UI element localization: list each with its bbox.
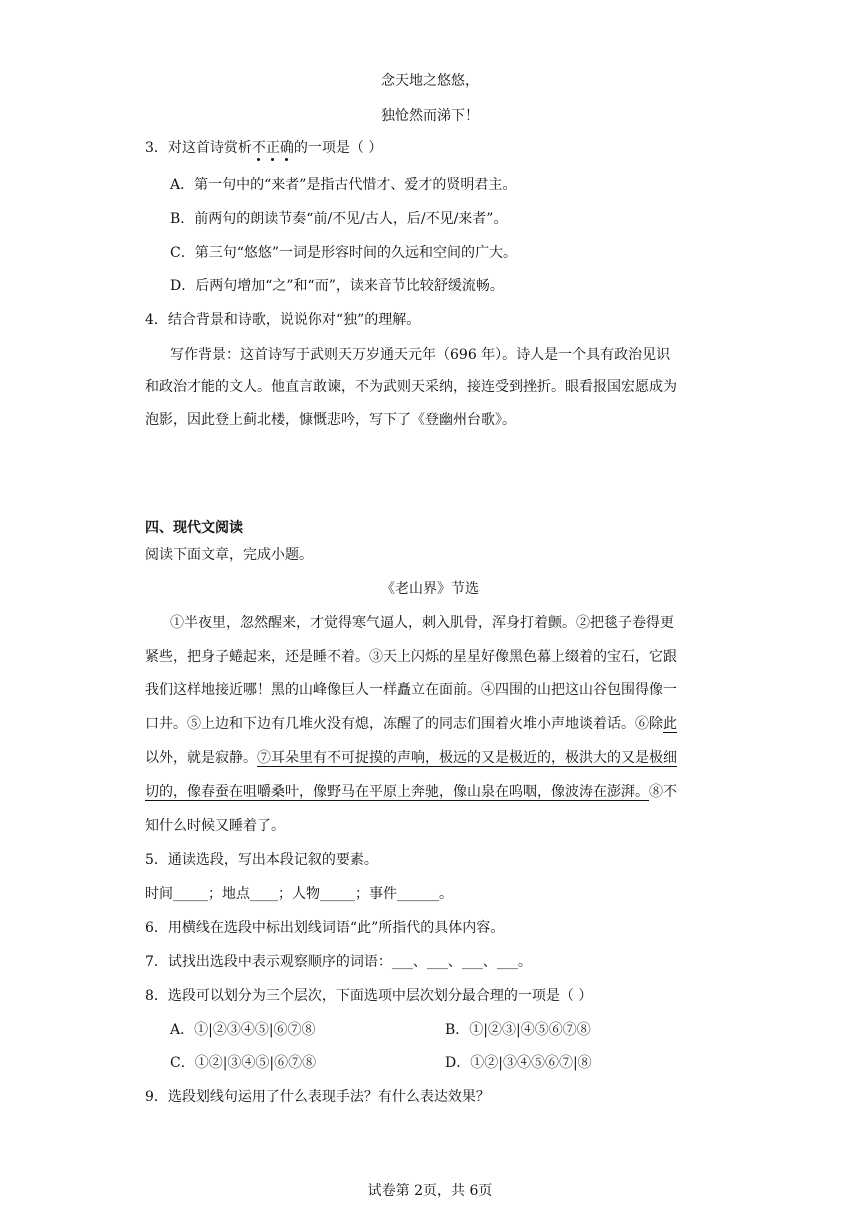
- passage-line-7: 知什么时候又睡着了。: [145, 818, 285, 834]
- question-3-option-c: C．第三句“悠悠”一词是形容时间的久远和空间的广大。: [170, 245, 518, 261]
- question-3-stem-pre: 3．对这首诗赏析: [145, 140, 252, 156]
- passage-line-6-text: ⑧不: [649, 784, 677, 800]
- passage-line-5: [145, 748, 677, 768]
- background-line-2: 和政治才能的文人。他直言敢谏，不为武则天采纳，接连受到挫折。眼看报国宏愿成为: [145, 379, 677, 395]
- emphasis-char-que: 确: [279, 140, 294, 156]
- question-8-stem: 8．选段可以划分为三个层次，下面选项中层次划分最合理的一项是（ ）: [145, 988, 593, 1004]
- section-heading: 四、现代文阅读: [145, 520, 243, 536]
- passage-line-3: 我们这样地接近哪！黑的山峰像巨人一样矗立在面前。④四围的山把这山谷包围得像一: [145, 682, 677, 698]
- poem-line-4: 独怆然而涕下！: [381, 108, 479, 124]
- background-line-1: 写作背景：这首诗写于武则天万岁通天元年（696 年）。诗人是一个具有政治见识: [170, 347, 671, 363]
- question-8-option-d: D．①②|③④⑤⑥⑦|⑧: [445, 1055, 592, 1071]
- emphasis-char-bu: 不: [251, 140, 266, 156]
- question-3-stem: [145, 138, 382, 158]
- question-5-blanks: 时间_____；地点____；人物_____；事件______。: [145, 886, 453, 902]
- underlined-sentence-part-1: ⑦耳朵里有不可捉摸的声响，极远的又是极近的，极洪大的又是极细: [257, 750, 677, 766]
- poem-line-3: 念天地之悠悠，: [381, 73, 479, 89]
- passage-line-2: 紧些，把身子蜷起来，还是睡不着。③天上闪烁的星星好像黑色幕上缀着的宝石，它跟: [145, 649, 677, 665]
- question-4-stem: 4．结合背景和诗歌，说说你对“独”的理解。: [145, 312, 421, 328]
- passage-line-4-text: 口井。⑤上边和下边有几堆火没有熄，冻醒了的同志们围着火堆小声地谈着话。⑥除: [145, 716, 663, 732]
- underlined-word-ci: 此: [663, 716, 677, 732]
- passage-line-5-text: 以外，就是寂静。: [145, 750, 257, 766]
- question-6-stem: 6．用横线在选段中标出划线词语“此”所指代的具体内容。: [145, 920, 505, 936]
- question-8-option-a: A．①|②③④⑤|⑥⑦⑧: [170, 1022, 316, 1038]
- underlined-sentence-part-2: 切的，像春蚕在咀嚼桑叶，像野马在平原上奔驰，像山泉在呜咽，像波涛在澎湃。: [145, 784, 649, 800]
- question-3-stem-post: 的一项是（ ）: [293, 140, 383, 156]
- question-5-stem: 5．通读选段，写出本段记叙的要素。: [145, 852, 378, 868]
- emphasis-char-zheng: 正: [265, 140, 280, 156]
- background-line-3: 泡影，因此登上蓟北楼，慷慨悲吟，写下了《登幽州台歌》。: [145, 412, 516, 428]
- passage-line-1: ①半夜里，忽然醒来，才觉得寒气逼人，刺入肌骨，浑身打着颤。②把毯子卷得更: [170, 615, 674, 631]
- question-3-option-a: A．第一句中的“来者”是指古代惜才、爱才的贤明君主。: [170, 177, 517, 193]
- article-title: 《老山界》节选: [381, 581, 479, 597]
- question-3-option-d: D．后两句增加“之”和“而”，读来音节比较舒缓流畅。: [170, 278, 504, 294]
- question-3-option-b: B．前两句的朗读节奏“前/不见/古人，后/不见/来者”。: [170, 211, 508, 227]
- question-7-stem: 7．试找出选段中表示观察顺序的词语：___、___、___、___。: [145, 954, 532, 970]
- question-9-stem: 9．选段划线句运用了什么表现手法？有什么表达效果？: [145, 1089, 490, 1105]
- question-8-option-c: C．①②|③④⑤|⑥⑦⑧: [170, 1055, 317, 1071]
- page-footer: 试卷第 2页，共 6页: [367, 1183, 493, 1199]
- reading-instruction: 阅读下面文章，完成小题。: [145, 547, 313, 563]
- passage-line-4: [145, 714, 677, 734]
- passage-line-6: [145, 782, 677, 802]
- question-8-option-b: B．①|②③|④⑤⑥⑦⑧: [445, 1022, 591, 1038]
